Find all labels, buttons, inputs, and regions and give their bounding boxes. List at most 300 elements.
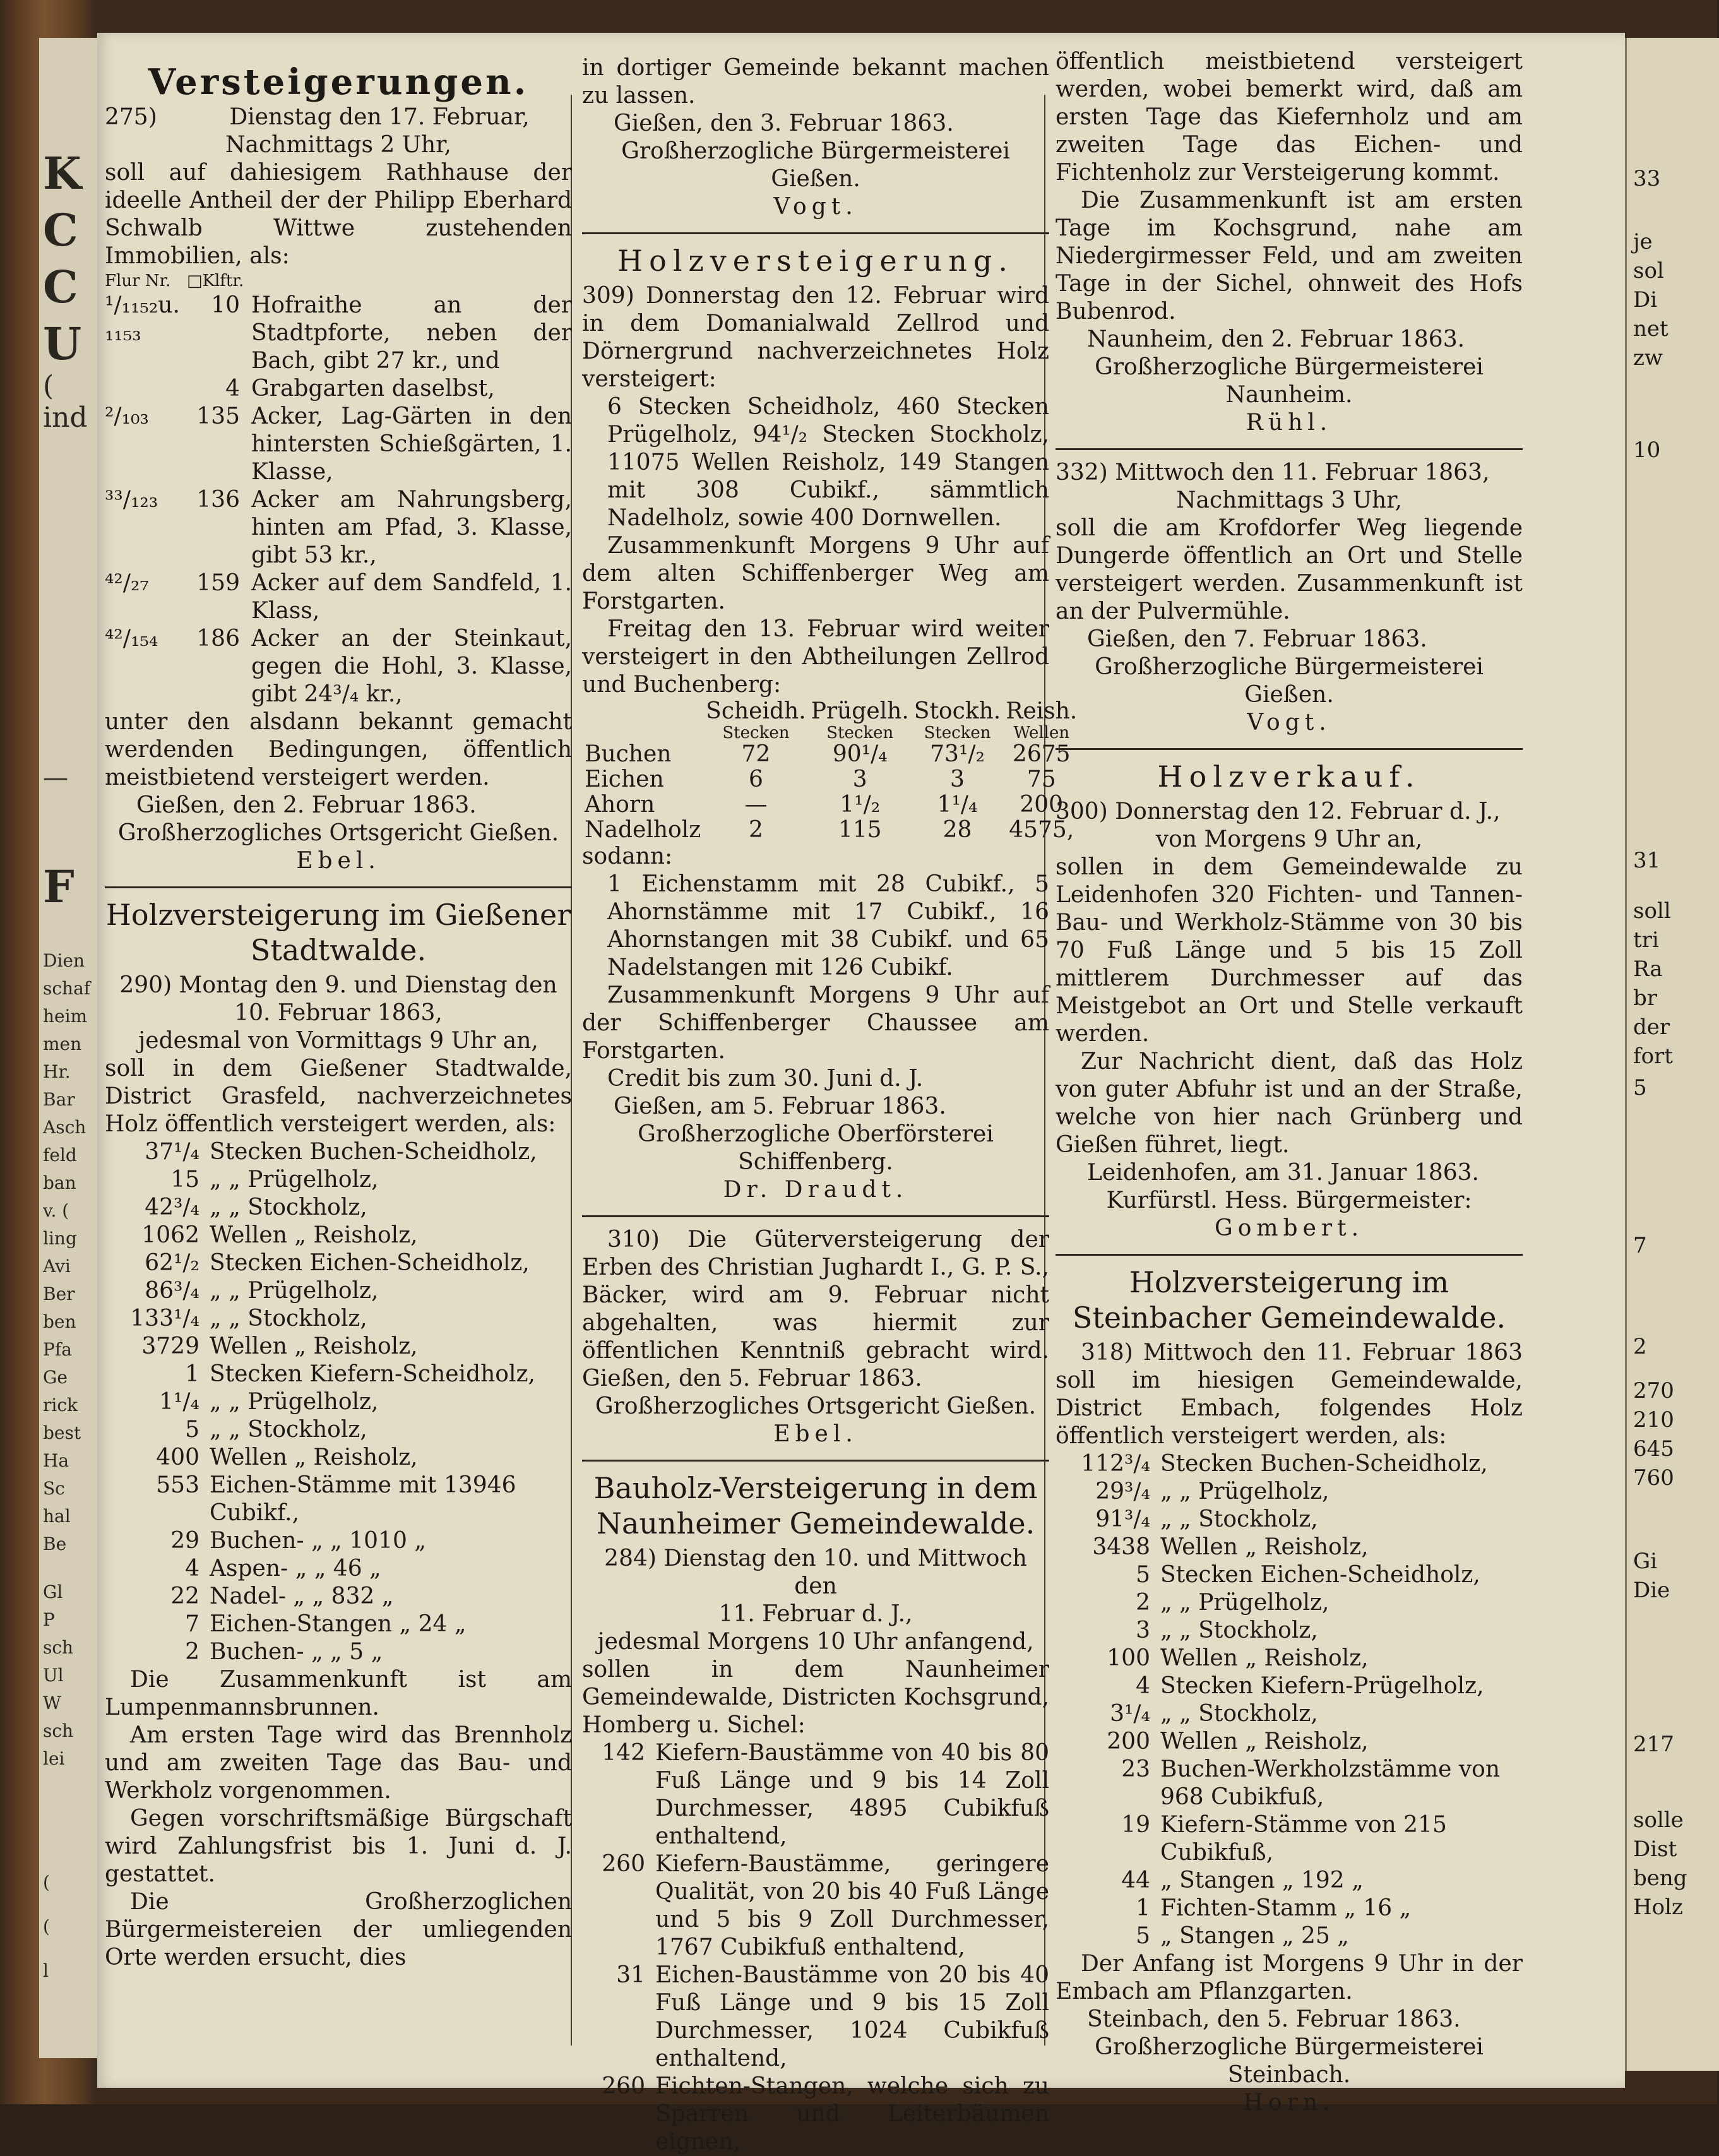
parcel-size: 135 [196, 403, 240, 429]
left-fragment: sch [43, 1720, 74, 1741]
quantity: 1 [185, 1361, 199, 1387]
list-item [582, 1962, 1049, 2073]
list-item [105, 1305, 572, 1333]
signature-authority: Großherzogliches Ortsgericht Gießen. [117, 820, 559, 846]
left-fragment: — [43, 763, 68, 792]
signature-authority: Großherzogliche Bürgermeisterei Naunheim. [1095, 354, 1484, 408]
left-fragment: Sc [43, 1478, 65, 1499]
notice-332 [1056, 459, 1523, 737]
left-fragment: sch [43, 1637, 74, 1658]
right-fragment: 210 [1633, 1407, 1674, 1432]
signature-name: Horn. [1243, 2090, 1335, 2116]
quantity: 22 [170, 1583, 199, 1609]
right-fragment: je [1633, 229, 1653, 254]
description: Stecken Kiefern-Scheidholz, [210, 1361, 535, 1387]
notice-line: jedesmal Morgens 10 Uhr anfangend, [597, 1629, 1034, 1655]
description: Buchen- „ „ 5 „ [210, 1639, 383, 1665]
section-title: Versteigerungen. [148, 61, 529, 103]
right-fragment: zw [1633, 345, 1663, 371]
description: „ Stangen „ 25 „ [1160, 1923, 1349, 1949]
description: Eichen-Baustämme von 20 bis 40 Fuß Länge und 9 bis 15 Zoll Durchmesser, 1024 Cubikfuß enthaltend, [655, 1962, 1049, 2071]
list-item [105, 1583, 572, 1611]
quantity: 4 [185, 1556, 199, 1581]
list-item [105, 1555, 572, 1583]
notice-line: 332) Mittwoch den 11. Februar 1863, [1056, 460, 1490, 485]
quantity: 142 [602, 1740, 645, 1766]
notice-line: 10. Februar 1863, [234, 1000, 443, 1026]
signature-name: Vogt. [773, 194, 858, 220]
table-header: Scheidh. [706, 698, 806, 724]
notice-number: 275) [105, 104, 157, 130]
table-row [582, 792, 1080, 818]
description: Stecken Buchen-Scheidholz, [210, 1139, 537, 1165]
left-fragment: F [43, 861, 74, 913]
left-fragment: ( [43, 370, 54, 402]
description: „ „ Stockholz, [210, 1417, 367, 1443]
description: Buchen-Werkholzstämme von 968 Cubikfuß, [1160, 1756, 1501, 1810]
signature-name: Ebel. [296, 848, 381, 874]
description: Kiefern-Baustämme von 40 bis 80 Fuß Länge und 9 bis 14 Zoll Durchmesser, 4895 Cubikfuß enthaltend, [655, 1740, 1049, 1849]
list-item [105, 1527, 572, 1555]
left-fragment: Ha [43, 1450, 69, 1471]
notice-line: 11. Februar d. J., [718, 1601, 913, 1627]
section-rule [105, 886, 572, 888]
description: Wellen „ Reisholz, [210, 1222, 418, 1248]
table-cell: 73¹/₂ [930, 741, 985, 767]
left-fragment: ( [43, 1872, 50, 1893]
section-title: Holzversteigerung. [617, 244, 1014, 278]
table-cell: — [744, 792, 768, 818]
notice-line: 300) Donnerstag den 12. Februar d. J., [1056, 799, 1501, 825]
right-fragment: Dist [1633, 1837, 1677, 1862]
notice-line: jedesmal von Vormittags 9 Uhr an, [138, 1028, 538, 1054]
property-row [105, 625, 572, 708]
property-row [105, 403, 572, 486]
list-item [105, 1166, 572, 1194]
signature-name: Dr. Draudt. [723, 1177, 908, 1203]
left-fragment: U [43, 318, 82, 370]
signature-name: Rühl. [1246, 410, 1333, 436]
quantity: 42³/₄ [145, 1194, 199, 1220]
quantity: 29 [170, 1528, 199, 1554]
description: Eichen-Stangen „ 24 „ [210, 1611, 467, 1637]
quantity: 260 [602, 1851, 645, 1877]
signature-authority: Großherzogliche Oberförsterei Schiffenberg. [638, 1121, 994, 1175]
quantity: 112³/₄ [1081, 1451, 1150, 1477]
left-fragment: schaf [43, 978, 91, 999]
description: Wellen „ Reisholz, [210, 1444, 418, 1470]
signature-authority: Großherzogliche Bürgermeisterei Steinbach. [1095, 2034, 1484, 2088]
signature-authority: Großherzogliche Bürgermeisterei Gießen. [1095, 654, 1484, 708]
section-title: Holzversteigerung im Gießener Stadtwalde. [105, 898, 571, 967]
description: Wellen „ Reisholz, [1160, 1729, 1369, 1754]
left-fragment: ling [43, 1228, 77, 1249]
notice-paragraph: Zusammenkunft Morgens 9 Uhr auf dem alten Schiffenberger Weg am Forstgarten. [582, 533, 1049, 614]
description: Fichten-Stangen, welche sich zu Sparren und Leiterbäumen eignen, [655, 2073, 1049, 2155]
table-cell: Nadelholz [585, 817, 701, 843]
right-fragment: br [1633, 986, 1658, 1011]
list-item [1056, 1700, 1523, 1728]
notice-body: sollen in dem Naunheimer Gemeindewalde, Districten Kochsgrund, Homberg u. Sichel: [582, 1657, 1049, 1738]
table-row [582, 742, 1080, 767]
parcel-size: 159 [196, 570, 240, 596]
parcel-description: Grabgarten daselbst, [251, 376, 495, 402]
quantity: 44 [1121, 1867, 1150, 1893]
notice-line: Nachmittags 2 Uhr, [225, 132, 451, 158]
table-cell: Buchen [585, 741, 672, 767]
table-row [582, 818, 1080, 843]
description: Wellen „ Reisholz, [210, 1333, 418, 1359]
notice-paragraph: Die Zusammenkunft ist am ersten Tage im Kochsgrund, nahe am Niedergirmesser Feld, und am zweiten Tage in der Sichel, ohnweit des Hofs Bubenrod. [1056, 188, 1523, 325]
description: „ „ Stockholz, [210, 1194, 367, 1220]
quantity: 3729 [141, 1333, 199, 1359]
quantity: 7 [185, 1611, 199, 1637]
list-item [1056, 1867, 1523, 1895]
parcel-size: 4 [225, 376, 240, 402]
quantity: 2 [1136, 1590, 1150, 1616]
notice-body: soll die am Krofdorfer Weg liegende Dungerde öffentlich an Ort und Stelle versteigert werden. Zusammenkunft ist an der Pulvermühle. [1056, 515, 1523, 624]
quantity: 15 [170, 1167, 199, 1193]
parcel-size: 10 [211, 292, 240, 318]
notice-line: sodann: [582, 843, 673, 869]
parcel-number: ³³/₁₂₃ [105, 487, 158, 513]
left-fragment: best [43, 1422, 81, 1443]
notice-300 [1056, 798, 1523, 1242]
parcel-size: 186 [196, 626, 240, 652]
left-page-edge [39, 38, 98, 2058]
right-fragment: Holz [1633, 1895, 1683, 1920]
table-cell: 1¹/₂ [840, 792, 881, 818]
parcel-size: 136 [196, 487, 240, 513]
section-rule [582, 1460, 1049, 1462]
section-rule [1056, 748, 1523, 750]
left-fragment: P [43, 1609, 55, 1630]
table-cell: 3 [950, 766, 965, 792]
table-cell: 2 [748, 817, 763, 843]
notice-date: Naunheim, den 2. Februar 1863. [1087, 326, 1465, 352]
right-fragment: 5 [1633, 1075, 1647, 1100]
description: Nadel- „ „ 832 „ [210, 1583, 394, 1609]
quantity: 3 [1136, 1617, 1150, 1643]
right-fragment: 270 [1633, 1378, 1674, 1403]
right-fragment: 645 [1633, 1436, 1674, 1462]
table-subheader: Stecken [722, 724, 790, 742]
right-fragment: fort [1633, 1044, 1673, 1069]
left-fragment: Gl [43, 1581, 63, 1602]
table-subheader: Stecken [924, 724, 991, 742]
quantity: 4 [1136, 1673, 1150, 1699]
quantity: 5 [1136, 1923, 1150, 1949]
list-item [105, 1444, 572, 1472]
notice-date: Gießen, den 2. Februar 1863. [136, 792, 477, 818]
list-item [1056, 1672, 1523, 1700]
description: „ Stangen „ 192 „ [1160, 1867, 1364, 1893]
right-fragment: net [1633, 316, 1668, 342]
left-fragment: Be [43, 1534, 67, 1554]
left-fragment: Dien [43, 950, 85, 971]
signature-name: Ebel. [773, 1421, 858, 1447]
notice-date: Steinbach, den 5. Februar 1863. [1087, 2006, 1461, 2032]
quantity: 1 [1136, 1895, 1150, 1921]
right-fragment: beng [1633, 1866, 1687, 1891]
table-cell: 28 [943, 817, 972, 843]
description: Aspen- „ „ 46 „ [210, 1556, 381, 1581]
notice-date: Gießen, den 7. Februar 1863. [1087, 626, 1427, 652]
quantity: 133¹/₄ [130, 1306, 199, 1331]
table-cell: 90¹/₄ [832, 741, 888, 767]
quantity: 5 [185, 1417, 199, 1443]
list-item [105, 1277, 572, 1305]
list-item [1056, 1617, 1523, 1645]
left-fragment: K [43, 147, 81, 200]
notice-line: von Morgens 9 Uhr an, [1155, 826, 1423, 852]
left-fragment: Pfa [43, 1339, 72, 1360]
parcel-number: ²/₁₀₃ [105, 403, 149, 429]
list-item [1056, 1478, 1523, 1506]
left-fragment: Bar [43, 1089, 75, 1110]
list-item [1056, 1534, 1523, 1561]
left-fragment: Ber [43, 1283, 75, 1304]
right-fragment: Di [1633, 287, 1658, 313]
list-item [1056, 1922, 1523, 1950]
list-item [105, 1249, 572, 1277]
notice-paragraph: Zur Nachricht dient, daß das Holz von guter Abfuhr ist und an der Straße, welche von hier nach Grünberg und Gießen führet, liegt. [1056, 1049, 1523, 1158]
notice-date: Gießen, den 3. Februar 1863. [614, 110, 954, 136]
column-header: □Klftr. [187, 271, 244, 290]
left-fragment: Ul [43, 1665, 64, 1686]
description: Kiefern-Stämme von 215 Cubikfuß, [1160, 1812, 1447, 1866]
quantity: 553 [156, 1472, 199, 1498]
table-subheader: Wellen [1013, 724, 1070, 742]
left-fragment: ind [43, 402, 88, 434]
description: Eichen-Stämme mit 13946 Cubikf., [210, 1472, 516, 1526]
description: „ „ Stockholz, [1160, 1701, 1318, 1727]
property-row [105, 486, 572, 569]
left-fragment: W [43, 1693, 61, 1713]
right-fragment: 31 [1633, 848, 1661, 873]
right-fragment: 2 [1633, 1334, 1647, 1359]
property-row [105, 292, 572, 375]
left-fragment: ( [43, 1916, 50, 1937]
left-fragment: ben [43, 1311, 76, 1332]
quantity: 23 [1121, 1756, 1150, 1782]
section-rule [582, 232, 1049, 234]
notice-line: 290) Montag den 9. und Dienstag den [119, 972, 557, 998]
table-subheader: Stecken [826, 724, 894, 742]
list-item [105, 1194, 572, 1222]
right-fragment: Gi [1633, 1549, 1658, 1574]
signature-name: Vogt. [1247, 710, 1331, 736]
description: „ „ Stockholz, [1160, 1617, 1318, 1643]
quantity: 260 [602, 2073, 645, 2099]
left-fragment: Avi [43, 1256, 71, 1277]
list-item [582, 2073, 1049, 2156]
notice-body: soll in dem Gießener Stadtwalde, District Grasfeld, nachverzeichnetes Holz öffentlich versteigert werden, als: [105, 1056, 572, 1137]
parcel-description: Acker auf dem Sandfeld, 1. Klass, [251, 570, 572, 624]
section-title: Holzverkauf. [1157, 759, 1421, 794]
quantity: 3¹/₄ [1110, 1701, 1150, 1727]
quantity: 31 [616, 1962, 645, 1988]
left-fragment: Asch [43, 1117, 86, 1138]
list-item [1056, 1506, 1523, 1534]
parcel-number: ⁴²/₂₇ [105, 570, 149, 596]
notice-date: Leidenhofen, am 31. Januar 1863. [1087, 1160, 1479, 1186]
description: „ „ Stockholz, [1160, 1506, 1318, 1532]
right-fragment: 7 [1633, 1233, 1647, 1258]
property-row [105, 569, 572, 625]
section-title: Bauholz-Versteigerung in dem Naunheimer Gemeindewalde. [593, 1471, 1038, 1540]
left-fragment: C [43, 204, 78, 256]
description: Kiefern-Baustämme, geringere Qualität, von 20 bis 40 Fuß Länge und 5 bis 9 Zoll Durchmesser, 1767 Cubikfuß enthaltend, [655, 1851, 1049, 1960]
quantity: 62¹/₂ [145, 1250, 199, 1276]
left-fragment: heim [43, 1006, 88, 1027]
notice-290 [105, 972, 572, 1972]
description: „ „ Prügelholz, [210, 1167, 379, 1193]
notice-line: Dienstag den 17. Februar, [229, 104, 530, 130]
notice-body: 318) Mittwoch den 11. Februar 1863 soll im hiesigen Gemeindewalde, District Embach, folgendes Holz öffentlich versteigert werden, als: [1056, 1340, 1523, 1449]
quantity: 91³/₄ [1095, 1506, 1150, 1532]
section-title: Holzversteigerung im Steinbacher Gemeindewalde. [1072, 1265, 1506, 1335]
table-cell: 3 [852, 766, 867, 792]
right-fragment: Ra [1633, 956, 1663, 982]
signature-name: Gombert. [1214, 1215, 1364, 1241]
notice-paragraph: öffentlich meistbietend versteigert werden, wobei bemerkt wird, daß am ersten Tage das Kiefernholz und am zweiten Tage das Eichen- und Fichtenholz zur Versteigerung kommt. [1056, 49, 1523, 186]
description: Stecken Eichen-Scheidholz, [1160, 1562, 1480, 1588]
right-fragment: 760 [1633, 1465, 1674, 1491]
list-item [1056, 1561, 1523, 1589]
list-item [105, 1333, 572, 1361]
description: Wellen „ Reisholz, [1160, 1534, 1369, 1560]
description: Buchen- „ „ 1010 „ [210, 1528, 426, 1554]
signature-authority: Großherzogliche Bürgermeisterei Gießen. [621, 138, 1010, 192]
quantity: 3438 [1092, 1534, 1150, 1560]
section-rule [1056, 448, 1523, 450]
right-fragment: 10 [1633, 438, 1661, 463]
right-fragment: sol [1633, 258, 1664, 283]
list-item [1056, 1645, 1523, 1672]
list-item [1056, 1589, 1523, 1617]
table-cell: Eichen [585, 766, 664, 792]
left-fragment: l [43, 1960, 49, 1981]
right-fragment: soll [1633, 898, 1671, 924]
notice-body: 309) Donnerstag den 12. Februar wird in dem Domanialwald Zellrod und Dörnergrund nachverzeichnetes Holz versteigert: [582, 283, 1049, 392]
description: „ „ Prügelholz, [210, 1389, 379, 1415]
table-row [582, 767, 1080, 792]
right-fragment: 33 [1633, 166, 1661, 191]
quantity: 86³/₄ [145, 1278, 199, 1304]
table-cell: Ahorn [585, 792, 655, 818]
right-page-edge [1625, 38, 1719, 2071]
column-2 [582, 54, 1078, 2156]
list-item [1056, 1895, 1523, 1922]
list-item [105, 1222, 572, 1249]
notice-body: sollen in dem Gemeindewalde zu Leidenhofen 320 Fichten- und Tannen-Bau- und Werkholz-Stämme von 30 bis 70 Fuß Länge und 5 bis 15 Zoll mittlerem Durchmesser auf das Meistgebot an Ort und Stelle verkauft werden. [1056, 854, 1523, 1047]
notice-paragraph: Die Zusammenkunft ist am Lumpenmannsbrunnen. [105, 1667, 572, 1720]
notice-paragraph: Credit bis zum 30. Juni d. J. [607, 1066, 924, 1092]
list-item [105, 1416, 572, 1444]
notice-date: Gießen, am 5. Februar 1863. [614, 1093, 946, 1119]
right-fragment: tri [1633, 927, 1659, 953]
list-item [582, 1850, 1049, 1962]
table-header [582, 699, 703, 724]
notice-284 [582, 1545, 1049, 2156]
notice-body: soll auf dahiesigem Rathhause der ideelle Antheil der der Philipp Eberhard Schwalb Wittwe zustehenden Immobilien, als: [105, 160, 572, 269]
list-item [105, 1388, 572, 1416]
quantity: 1¹/₄ [159, 1389, 199, 1415]
description: Fichten-Stamm „ 16 „ [1160, 1895, 1412, 1921]
parcel-description: Acker, Lag-Gärten in den hintersten Schießgärten, 1. Klasse, [251, 403, 572, 485]
description: „ „ Stockholz, [210, 1306, 367, 1331]
notice-paragraph: Der Anfang ist Morgens 9 Uhr in der Embach am Pflanzgarten. [1056, 1951, 1523, 2004]
table-cell: 72 [741, 741, 771, 767]
notice-list: 6 Stecken Scheidholz, 460 Stecken Prügelholz, 94¹/₂ Stecken Stockholz, 11075 Wellen Reisholz, 149 Stangen mit 308 Cubikf., sämmtlich Nadelholz, sowie 400 Dornwellen. [607, 394, 1049, 531]
list-item [1056, 1728, 1523, 1756]
notice-paragraph: Freitag den 13. Februar wird weiter versteigert in den Abtheilungen Zellrod und Buchenberg: [582, 616, 1049, 698]
description: Stecken Eichen-Scheidholz, [210, 1250, 530, 1276]
notice-paragraph: in dortiger Gemeinde bekannt machen zu lassen. [582, 55, 1049, 109]
description: Stecken Buchen-Scheidholz, [1160, 1451, 1488, 1477]
wood-table [582, 699, 1080, 843]
quantity: 37¹/₄ [145, 1139, 199, 1165]
table-cell: 2675 [1012, 741, 1071, 767]
signature-authority: Kurfürstl. Hess. Bürgermeister: [1106, 1188, 1472, 1213]
description: Wellen „ Reisholz, [1160, 1645, 1369, 1671]
parcel-description: Hofraithe an der Stadtpforte, neben der Bach, gibt 27 kr., und [251, 292, 572, 374]
description: „ „ Prügelholz, [1160, 1590, 1329, 1616]
parcel-number: ⁴²/₁₅₄ [105, 626, 158, 652]
column-3 [1056, 48, 1523, 2117]
list-item [1056, 1811, 1523, 1867]
notice-275 [105, 104, 572, 875]
notice-paragraph: Die Großherzoglichen Bürgermeistereien der umliegenden Orte werden ersucht, dies [105, 1889, 572, 1970]
notice-paragraph: Gegen vorschriftsmäßige Bürgschaft wird Zahlungsfrist bis 1. Juni d. J. gestattet. [105, 1806, 572, 1887]
right-fragment: der [1633, 1015, 1670, 1040]
table-cell: 1¹/₄ [937, 792, 978, 818]
left-fragment: feld [43, 1145, 77, 1165]
description: „ „ Prügelholz, [210, 1278, 379, 1304]
property-row [105, 375, 572, 403]
table-cell: 4575, [1009, 817, 1074, 843]
table-cell: 75 [1026, 766, 1056, 792]
section-rule [582, 1215, 1049, 1217]
left-fragment: Hr. [43, 1061, 71, 1082]
left-fragment: hal [43, 1506, 71, 1527]
left-fragment: C [43, 261, 78, 313]
quantity: 1062 [141, 1222, 199, 1248]
notice-paragraph: Am ersten Tage wird das Brennholz und am zweiten Tage das Bau- und Werkholz vorgenommen. [105, 1722, 572, 1804]
left-fragment: men [43, 1033, 82, 1054]
notice-paragraph: Zusammenkunft Morgens 9 Uhr auf der Schiffenberger Chaussee am Forstgarten. [582, 982, 1049, 1064]
quantity: 100 [1107, 1645, 1150, 1671]
table-cell: 115 [838, 817, 882, 843]
list-item [105, 1638, 572, 1666]
description: Stecken Kiefern-Prügelholz, [1160, 1673, 1484, 1699]
quantity: 200 [1107, 1729, 1150, 1754]
list-item [105, 1138, 572, 1166]
list-item [582, 1739, 1049, 1850]
list-item [105, 1361, 572, 1388]
section-rule [1056, 1254, 1523, 1256]
notice-310 [582, 1226, 1049, 1448]
right-fragment: solle [1633, 1808, 1684, 1833]
notice-318 [1056, 1339, 1523, 2117]
table-cell: 6 [748, 766, 763, 792]
notice-body: 310) Die Güterversteigerung der Erben des Christian Jughardt I., G. P. S., Bäcker, wird am 9. Februar nicht abgehalten, was hiermit zur öffentlichen Kenntniß gebracht wird. Gießen, den 5. Februar 1863. [582, 1227, 1049, 1391]
left-fragment: rick [43, 1395, 78, 1415]
notice-list: 1 Eichenstamm mit 28 Cubikf., 5 Ahornstämme mit 17 Cubikf., 16 Ahornstangen mit 38 Cubikf. und 65 Nadelstangen mit 126 Cubikf. [607, 871, 1049, 980]
table-header: Stockh. [913, 698, 1001, 724]
notice-line: Nachmittags 3 Uhr, [1176, 487, 1402, 513]
